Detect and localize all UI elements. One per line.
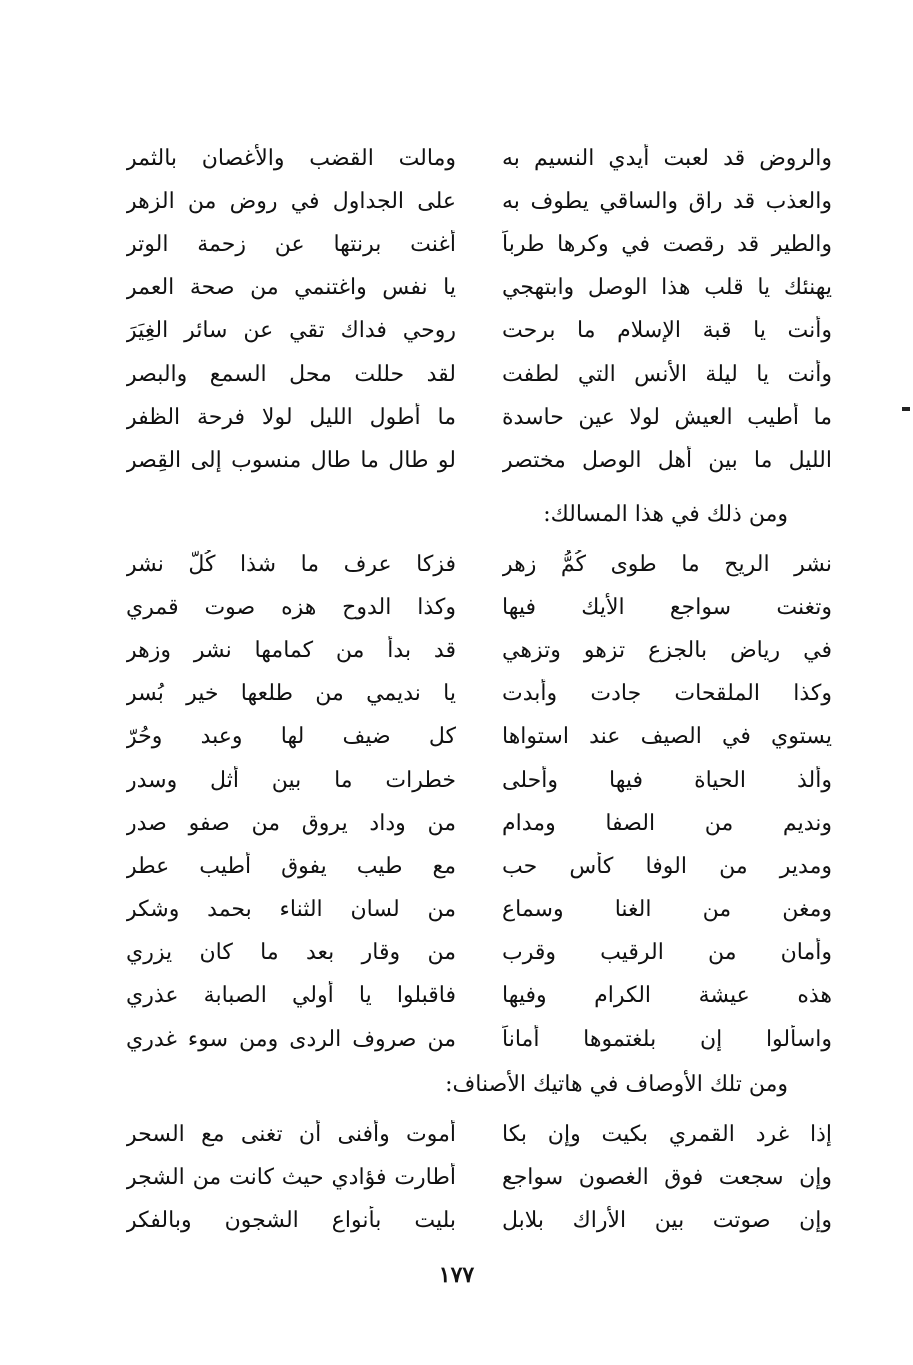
verse-second-hemistich: مع طيب يفوق أطيب عطر <box>126 853 456 879</box>
verse-line <box>126 310 832 353</box>
verse-line <box>126 629 832 672</box>
poem-stanza-3 <box>126 1113 832 1243</box>
verse-second-hemistich: قد بدأ من كمامها نشر وزهر <box>126 637 456 663</box>
verse-first-hemistich: وأمان من الرقيب وقرب <box>502 940 832 966</box>
verse-line <box>126 1199 832 1242</box>
verse-second-hemistich: كل ضيف لها وعبد وحُرّ <box>126 724 456 750</box>
verse-line <box>126 889 832 932</box>
verse-line <box>126 802 832 845</box>
verse-second-hemistich: روحي فداك تقي عن سائر الغِيَرَ <box>126 318 456 344</box>
verse-first-hemistich: يهنئك يا قلب هذا الوصل وابتهجي <box>502 275 832 301</box>
verse-second-hemistich: أموت وأفنى أن تغنى مع السحر <box>126 1121 456 1147</box>
verse-line <box>126 223 832 266</box>
verse-first-hemistich: والعذب قد راق والساقي يطوف به <box>502 188 832 214</box>
verse-line <box>126 673 832 716</box>
verse-first-hemistich: هذه عيشة الكرام وفيها <box>502 983 832 1009</box>
verse-second-hemistich: فزكا عرف ما شذا كُلّ نشر <box>126 551 456 577</box>
verse-first-hemistich: وألذ الحياة فيها وأحلى <box>502 767 832 793</box>
verse-line <box>126 932 832 975</box>
verse-first-hemistich: إذا غرد القمري بكيت وإن بكا <box>502 1121 832 1147</box>
verse-second-hemistich: خطرات ما بين أثل وسدر <box>126 767 456 793</box>
verse-first-hemistich: الليل ما بين أهل الوصل مختصر <box>502 447 832 473</box>
verse-line <box>126 1113 832 1156</box>
verse-line <box>126 845 832 888</box>
verse-first-hemistich: وإن صوتت بين الأراك بلابل <box>502 1207 832 1233</box>
verse-second-hemistich: من وقار بعد ما كان يزري <box>126 940 456 966</box>
section-intro-3: ومن تلك الأوصاف في هاتيك الأصناف: <box>445 1072 788 1097</box>
verse-first-hemistich: وأنت يا قبة الإسلام ما برحت <box>502 318 832 344</box>
verse-line <box>126 396 832 439</box>
verse-first-hemistich: ومغن من الغنا وسماع <box>502 897 832 923</box>
page-number: ١٧٧ <box>438 1262 475 1288</box>
verse-first-hemistich: وأنت يا ليلة الأنس التي لطفت <box>502 361 832 387</box>
verse-second-hemistich: من صروف الردى ومن سوء غدري <box>126 1026 456 1052</box>
verse-first-hemistich: ونديم من الصفا ومدام <box>502 810 832 836</box>
verse-first-hemistich: ومدير من الوفا كأس حب <box>502 853 832 879</box>
verse-second-hemistich: لقد حللت محل السمع والبصر <box>126 361 456 387</box>
verse-first-hemistich: والطير قد رقصت في وكرها طرباً <box>502 231 832 257</box>
verse-second-hemistich: يا نديمي من طلعها خير بُسر <box>126 681 456 707</box>
verse-second-hemistich: لو طال ما طال منسوب إلى القِصر <box>126 447 456 473</box>
verse-first-hemistich: واسألوا إن بلغتموها أماناً <box>502 1026 832 1052</box>
verse-line <box>126 137 832 180</box>
verse-first-hemistich: وكذا الملقحات جادت وأبدت <box>502 681 832 707</box>
verse-first-hemistich: في رياض بالجزع تزهو وتزهي <box>502 637 832 663</box>
verse-second-hemistich: أغنت برنتها عن زحمة الوتر <box>126 231 456 257</box>
verse-first-hemistich: يستوي في الصيف عند استواها <box>502 724 832 750</box>
verse-line <box>126 975 832 1018</box>
verse-line <box>126 353 832 396</box>
verse-second-hemistich: فاقبلوا يا أولي الصبابة عذري <box>126 983 456 1009</box>
verse-second-hemistich: على الجداول في روض من الزهر <box>126 188 456 214</box>
verse-first-hemistich: ما أطيب العيش لولا عين حاسدة <box>502 404 832 430</box>
verse-line <box>126 180 832 223</box>
verse-second-hemistich: يا نفس واغتنمي من صحة العمر <box>126 275 456 301</box>
verse-line <box>126 543 832 586</box>
verse-second-hemistich: وكذا الدوح هزه صوت قمري <box>126 594 456 620</box>
verse-second-hemistich: بليت بأنواع الشجون وبالفكر <box>126 1207 456 1233</box>
verse-line <box>126 716 832 759</box>
scan-margin-mark <box>902 407 910 411</box>
verse-line <box>126 439 832 482</box>
verse-first-hemistich: وإن سجعت فوق الغصون سواجع <box>502 1164 832 1190</box>
verse-second-hemistich: أطارت فؤادي حيث كانت من الشجر <box>126 1164 456 1190</box>
verse-second-hemistich: ومالت القضب والأغصان بالثمر <box>126 145 456 171</box>
verse-line <box>126 586 832 629</box>
verse-first-hemistich: نشر الريح ما طوى كُمُّ زهر <box>502 551 832 577</box>
verse-line <box>126 267 832 310</box>
verse-line <box>126 1018 832 1061</box>
verse-second-hemistich: من لسان الثناء بحمد وشكر <box>126 897 456 923</box>
verse-first-hemistich: والروض قد لعبت أيدي النسيم به <box>502 145 832 171</box>
verse-first-hemistich: وتغنت سواجع الأيك فيها <box>502 594 832 620</box>
verse-second-hemistich: من وداد يروق من صفو صدر <box>126 810 456 836</box>
poem-stanza-1 <box>126 137 832 483</box>
section-intro-2: ومن ذلك في هذا المسالك: <box>543 502 788 527</box>
verse-line <box>126 1156 832 1199</box>
poem-stanza-2 <box>126 543 832 1061</box>
verse-line <box>126 759 832 802</box>
verse-second-hemistich: ما أطول الليل لولا فرحة الظفر <box>126 404 456 430</box>
